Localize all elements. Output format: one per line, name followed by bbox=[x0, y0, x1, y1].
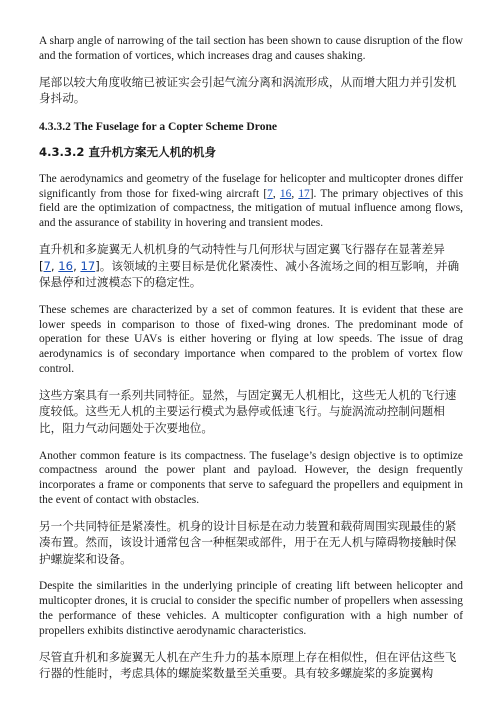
section-heading-en: 4.3.3.2 The Fuselage for a Copter Scheme Drone bbox=[39, 119, 278, 133]
paragraph-2-en-end: ]. The primary objectives of this field are the optimization of compactness, the mitigation of mutual influence among flows, and the assurance of stability in hovering and transient modes. bbox=[39, 187, 463, 230]
paragraph-5-zh: 尽管直升机和多旋翼无人机在产生升力的基本原理上存在相似性，但在评估这些飞行器的性能时，考虑具体的螺旋桨数量至关重要。具有较多螺旋桨的多旋翼构 bbox=[39, 649, 457, 681]
paragraph-1-zh: 尾部以较大角度收缩已被证实会引起气流分离和涡流形成，从而增大阻力并引发机身抖动。 bbox=[39, 74, 457, 106]
paragraph-2-en bbox=[39, 172, 463, 231]
paragraph-3-en: These schemes are characterized by a set of common features. It is evident that these are lower speeds in comparison to those of fixed-wing drones. The predominant mode of operation for these UAVs is either hovering or flying at low speeds. The issue of drag aerodynamics is of secondary importance when compared to the problem of vortex flow control. bbox=[39, 303, 463, 375]
paragraph-5-en: Despite the similarities in the underlying principle of creating lift between helicopter and multicopter drones, it is crucial to consider the specific number of propellers when assessing the performance of these vehicles. A multicopter configuration with a high number of propellers exhibits distinctive aerodynamic characteristics. bbox=[39, 580, 463, 637]
citation-link-16[interactable]: 16 bbox=[279, 187, 292, 200]
document-page bbox=[39, 34, 463, 694]
paragraph-2-en-start: The aerodynamics and geometry of the fuselage for helicopter and multicopter drones differ significantly from those for fixed-wing aircraft [ bbox=[39, 172, 463, 200]
citation-link-7[interactable]: 7 bbox=[267, 187, 273, 200]
citation-separator: , bbox=[291, 187, 299, 200]
paragraph-1-en: A sharp angle of narrowing of the tail section has been shown to cause disruption of the flow and the formation of vortices, which increases drag and causes shaking. bbox=[39, 35, 463, 62]
section-title-zh: 直升机方案无人机的机身 bbox=[88, 144, 217, 159]
citation-separator: , bbox=[73, 258, 81, 273]
paragraph-2-zh bbox=[39, 241, 463, 291]
citation-separator: , bbox=[272, 187, 280, 200]
section-number: 4.3.3.2 bbox=[39, 144, 85, 159]
citation-separator: , bbox=[50, 258, 59, 273]
paragraph-2-zh-end: ]。该领域的主要目标是优化紧凑性、减小各流场之间的相互影响，并确保悬停和过渡模态下的稳定性。 bbox=[39, 258, 460, 290]
citation-link-7[interactable]: 7 bbox=[43, 258, 51, 273]
paragraph-4-zh: 另一个共同特征是紧凑性。机身的设计目标是在动力装置和载荷周围实现最佳的紧凑布置。然而，该设计通常包含一种框架或部件，用于在无人机与障碍物接触时保护螺旋桨和设备。 bbox=[39, 518, 457, 566]
section-heading-zh bbox=[39, 144, 463, 160]
paragraph-3-zh: 这些方案具有一系列共同特征。显然，与固定翼无人机相比，这些无人机的飞行速度较低。这些无人机的主要运行模式为悬停或低速飞行。与旋涡流动控制问题相比，阻力气动问题处于次要地位。 bbox=[39, 387, 457, 435]
paragraph-4-en: Another common feature is its compactness. The fuselage’s design objective is to optimize compactness around the power plant and payload. However, the design frequently incorporates a frame or components that serve to safeguard the propellers and equipment in the event of contact with obstacles. bbox=[39, 449, 463, 506]
citation-link-17[interactable]: 17 bbox=[80, 258, 96, 273]
citation-link-16[interactable]: 16 bbox=[58, 258, 74, 273]
paragraph-2-zh-start: 直升机和多旋翼无人机机身的气动特性与几何形状与固定翼飞行器存在显著差异 [ bbox=[39, 241, 445, 273]
citation-link-17[interactable]: 17 bbox=[298, 187, 310, 200]
